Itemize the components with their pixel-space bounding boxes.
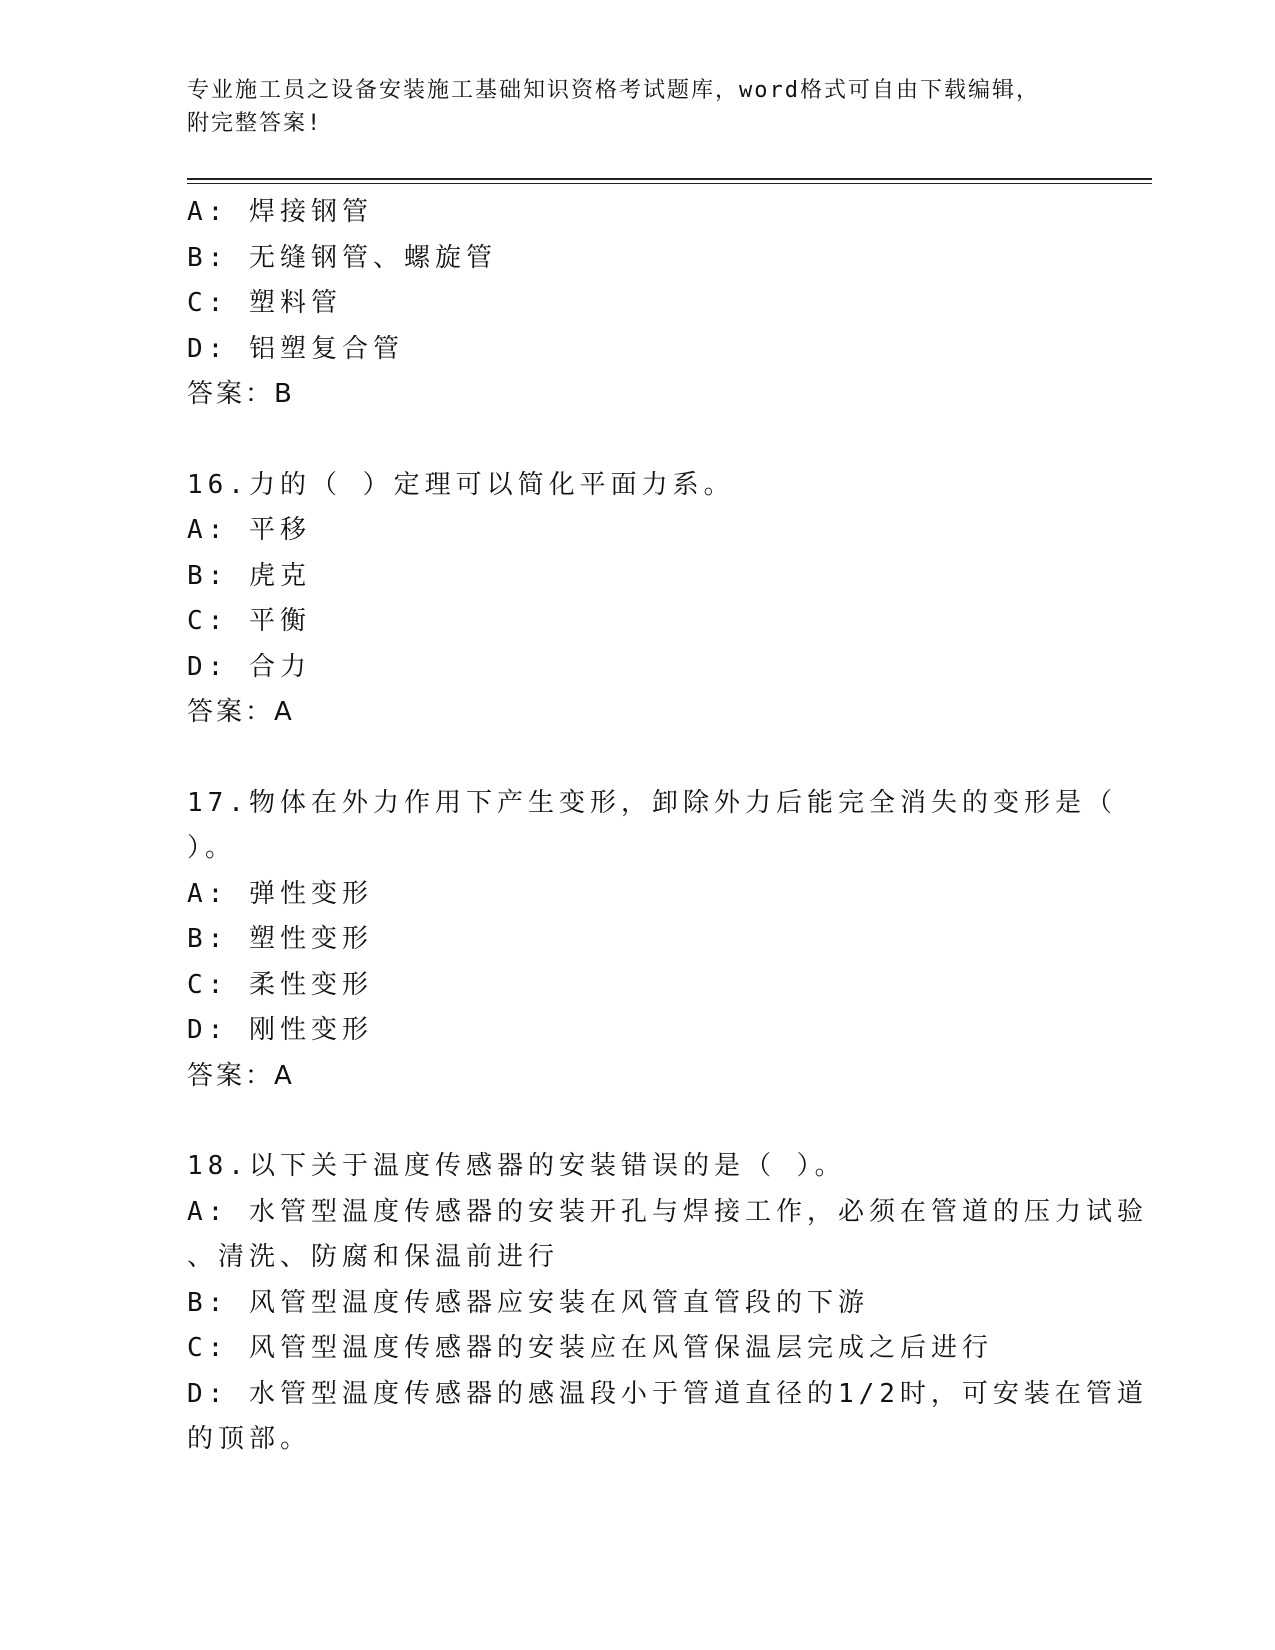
question-text-line-1: 17.物体在外力作用下产生变形，卸除外力后能完全消失的变形是（ [187,787,1117,818]
option-d: D: 铝塑复合管 [187,333,404,364]
question-18 [187,1144,1148,1463]
header-line-1: 专业施工员之设备安装施工基础知识资格考试题库，word格式可自由下载编辑， [187,78,1040,103]
answer: 答案：A [187,1060,295,1091]
answer: 答案：B [187,379,295,409]
option-c: C: 塑料管 [187,288,342,318]
document-header [187,74,1067,140]
question-17 [187,781,1117,1100]
option-d: D: 合力 [187,651,311,682]
spacer [187,1099,1087,1144]
option-a: A: 平移 [187,515,311,545]
question-text: 18.以下关于温度传感器的安装错误的是（ ）。 [187,1151,846,1181]
question-text: 16.力的（ ）定理可以简化平面力系。 [187,469,735,500]
question-list [187,190,1148,1463]
header-line-2: 附完整答案! [187,111,323,136]
option-d: D: 刚性变形 [187,1015,373,1045]
question-16 [187,463,1087,736]
option-c: C: 风管型温度传感器的安装应在风管保温层完成之后进行 [187,1333,993,1363]
option-c: C: 柔性变形 [187,969,373,1000]
option-a-line-2: 、清洗、防腐和保温前进行 [187,1242,560,1272]
option-b: B: 塑性变形 [187,924,373,954]
option-b: B: 无缝钢管、螺旋管 [187,242,497,273]
answer: 答案：A [187,697,295,727]
option-d-line-1: D: 水管型温度传感器的感温段小于管道直径的1/2时，可安装在管道 [187,1378,1148,1409]
header-divider-thin [187,183,1152,184]
option-a: A: 焊接钢管 [187,197,373,227]
question-text-line-2: ）。 [187,833,237,863]
header-divider-thick [187,178,1152,180]
option-c: C: 平衡 [187,606,311,636]
option-a: A: 弹性变形 [187,878,373,909]
option-d-line-2: 的顶部。 [187,1424,312,1454]
spacer [187,418,1087,463]
option-a-line-1: A: 水管型温度传感器的安装开孔与焊接工作，必须在管道的压力试验 [187,1196,1148,1227]
question-15 [187,190,1087,418]
option-b: B: 虎克 [187,560,311,591]
option-b: B: 风管型温度传感器应安装在风管直管段的下游 [187,1287,869,1318]
spacer [187,736,1087,781]
